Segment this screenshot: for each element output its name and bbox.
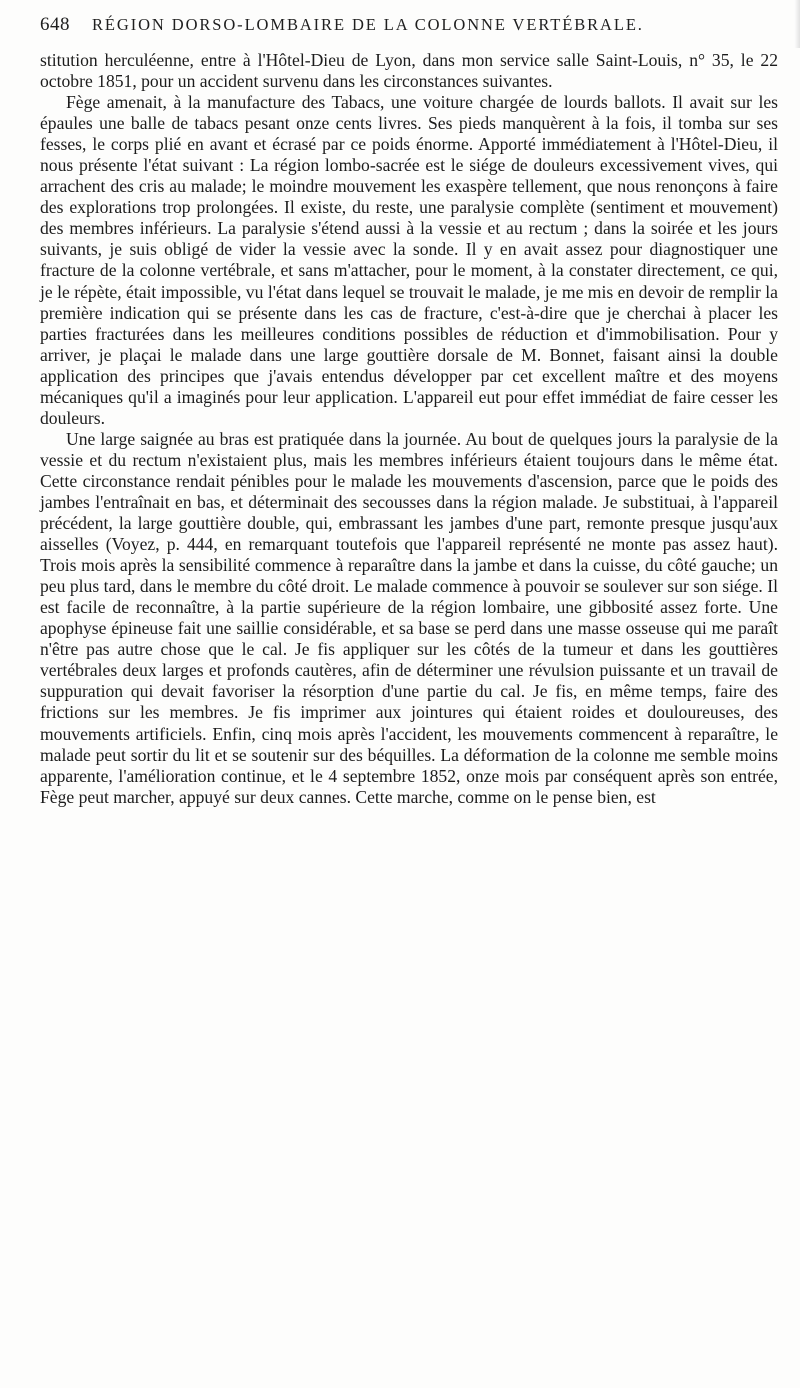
paragraph-case-description: Fège amenait, à la manufacture des Tabacs, une voiture chargée de lourds ballots. Il avait sur les épaules une balle de tabacs pesant onze cents livres. Ses pieds manquèrent à la fois, il tomba sur ses fesses, le corps plié en avant et écrasé par ce poids énorme. Apporté immédiatement à l'Hôtel-Dieu, il nous présente l'état suivant : La région lombo-sacrée est le siége de douleurs excessivement vives, qui arrachent des cris au malade; le moindre mouvement les exaspère tellement, que nous renonçons à faire des explorations trop prolongées. Il existe, du reste, une paralysie complète (sentiment et mouvement) des membres inférieurs. La paralysie s'étend aussi à la vessie et au rectum ; dans la soirée et les jours suivants, je suis obligé de vider la vessie avec la sonde. Il y en avait assez pour diagnostiquer une fracture de la colonne vertébrale, et sans m'attacher, pour le moment, à la constater directement, ce qui, je le répète, était impossible, vu l'état dans lequel se trouvait le malade, je me mis en devoir de remplir la première indication qui se présente dans les cas de fracture, c'est-à-dire que je cherchai à placer les parties fracturées dans les meilleures conditions possibles de réduction et d'immobilisation. Pour y arriver, je plaçai le malade dans une large gouttière dorsale de M. Bonnet, faisant ainsi la double application des principes que j'avais entendus développer par cet excellent maître et des moyens mécaniques qu'il a imaginés pour leur application. L'appareil eut pour effet immédiat de faire cesser les douleurs. (40, 92, 778, 428)
paragraph-treatment: Une large saignée au bras est pratiquée dans la journée. Au bout de quelques jours la paralysie de la vessie et du rectum n'existaient plus, mais les membres inférieurs étaient toujours dans le même état. Cette circonstance rendait pénibles pour le malade les mouvements d'ascension, parce que le poids des jambes l'entraînait en bas, et déterminait des secousses dans la région malade. Je substituai, à l'appareil précédent, la large gouttière double, qui, embrassant les jambes d'une part, remonte presque jusqu'aux aisselles (Voyez, p. 444, en remarquant toutefois que l'appareil représenté ne monte pas assez haut). Trois mois après la sensibilité commence à reparaître dans la jambe et dans la cuisse, du côté gauche; un peu plus tard, dans le membre du côté droit. Le malade commence à pouvoir se soulever sur son siége. Il est facile de reconnaître, à la partie supérieure de la région lombaire, une gibbosité assez forte. Une apophyse épineuse fait une saillie considérable, et sa base se perd dans une masse osseuse qui me paraît n'être pas autre chose que le cal. Je fis appliquer sur les côtés de la tumeur et dans les gouttières vertébrales deux larges et profonds cautères, afin de déterminer une révulsion puissante et un travail de suppuration qui devait favoriser la résorption d'une partie du cal. Je fis, en même temps, faire des frictions sur les membres. Je fis imprimer aux jointures qui étaient roides et douloureuses, des mouvements artificiels. Enfin, cinq mois après l'accident, les mouvements commencent à reparaître, le malade peut sortir du lit et se soutenir sur des béquilles. La déformation de la colonne me semble moins apparente, l'amélioration continue, et le 4 septembre 1852, onze mois par conséquent après son entrée, Fège peut marcher, appuyé sur deux cannes. Cette marche, comme on le pense bien, est (40, 428, 778, 807)
body-text (40, 50, 778, 808)
paragraph-continuation: stitution herculéenne, entre à l'Hôtel-Dieu de Lyon, dans mon service salle Saint-Louis, n° 35, le 22 octobre 1851, pour un accident survenu dans les circonstances suivantes. (40, 50, 778, 92)
page-header (40, 14, 780, 36)
page-edge-shadow (794, 0, 800, 48)
page-number: 648 (40, 14, 70, 35)
running-title: RÉGION DORSO-LOMBAIRE DE LA COLONNE VERTÉBRALE. (92, 15, 644, 34)
